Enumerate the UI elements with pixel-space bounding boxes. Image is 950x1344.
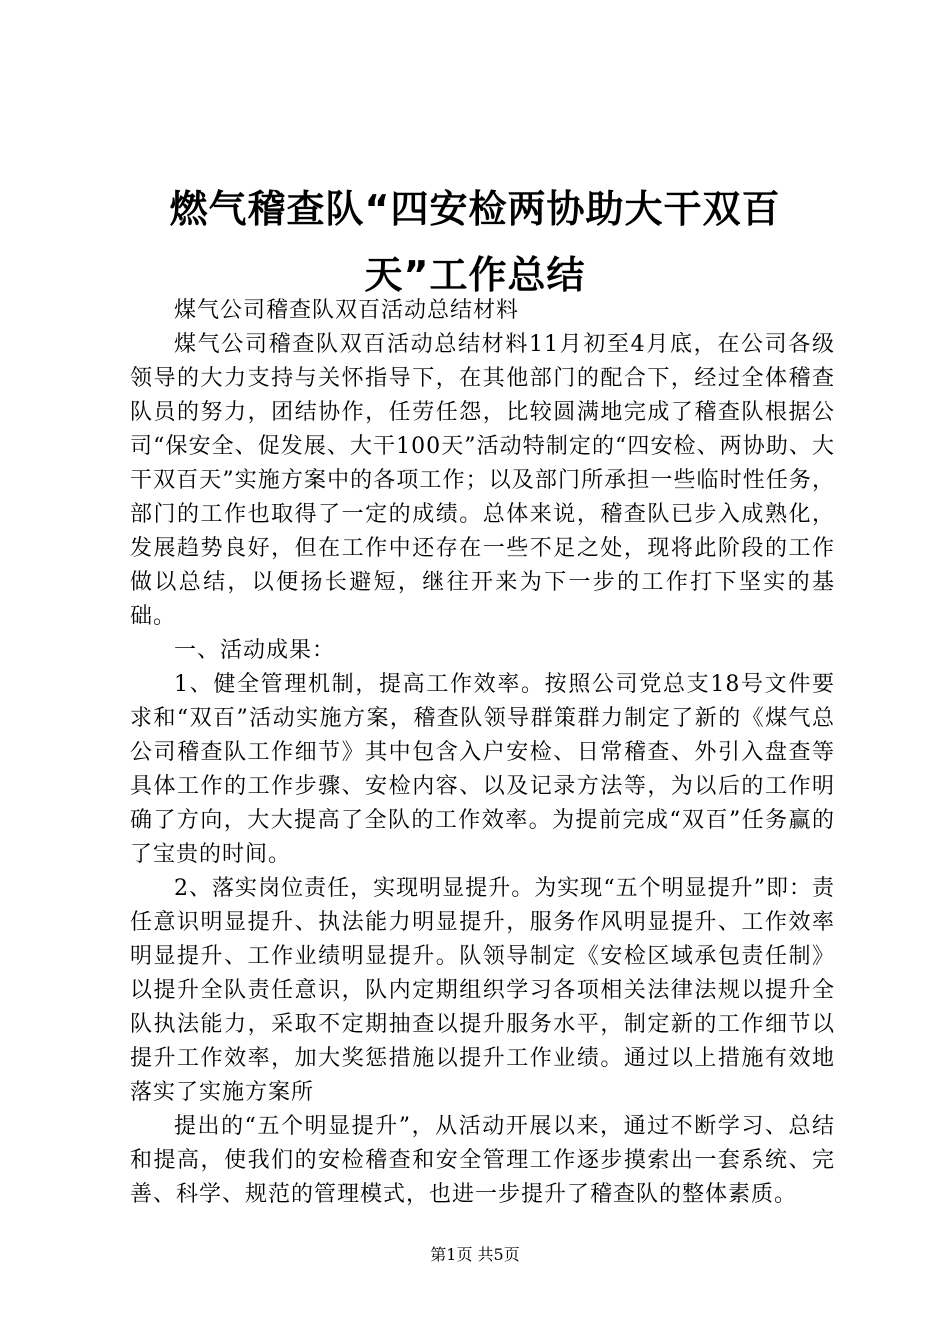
page-footer: 第1页 共5页	[430, 1245, 520, 1264]
section-heading-results: 一、活动成果：	[174, 638, 336, 663]
document-title: 燃气稽查队“四安检两协助大干双百天”工作总结	[169, 187, 781, 297]
document-body	[130, 294, 835, 1212]
paragraph-subtitle: 煤气公司稽查队双百活动总结材料	[174, 298, 520, 323]
paragraph-item-2: 2、落实岗位责任，实现明显提升。为实现“五个明显提升”即：责任意识明显提升、执法能力明显提升，服务作风明显提升、工作效率明显提升、工作业绩明显提升。队领导制定《安检区域承包责任制》以提升全队责任意识，队内定期组织学习各项相关法律法规以提升全队执法能力，采取不定期抽查以提升服务水平，制定新的工作细节以提升工作效率，加大奖惩措施以提升工作业绩。通过以上措施有效地落实了实施方案所	[130, 876, 835, 1105]
paragraph-intro: 煤气公司稽查队双百活动总结材料11月初至4月底，在公司各级领导的大力支持与关怀指导下，在其他部门的配合下，经过全体稽查队员的努力，团结协作，任劳任怨，比较圆满地完成了稽查队根据公司“保安全、促发展、大干100天”活动特制定的“四安检、两协助、大干双百天”实施方案中的各项工作；以及部门所承担一些临时性任务，部门的工作也取得了一定的成绩。总体来说，稽查队已步入成熟化，发展趋势良好，但在工作中还存在一些不足之处，现将此阶段的工作做以总结，以便扬长避短，继往开来为下一步的工作打下坚实的基础。	[130, 332, 835, 629]
paragraph-item-1: 1、健全管理机制，提高工作效率。按照公司党总支18号文件要求和“双百”活动实施方案，稽查队领导群策群力制定了新的《煤气总公司稽查队工作细节》其中包含入户安检、日常稽查、外引入盘查等具体工作的工作步骤、安检内容、以及记录方法等，为以后的工作明确了方向，大大提高了全队的工作效率。为提前完成“双百”任务赢的了宝贵的时间。	[130, 672, 835, 867]
paragraph-continuation: 提出的“五个明显提升”，从活动开展以来，通过不断学习、总结和提高，使我们的安检稽查和安全管理工作逐步摸索出一套系统、完善、科学、规范的管理模式，也进一步提升了稽查队的整体素质。	[130, 1114, 835, 1207]
